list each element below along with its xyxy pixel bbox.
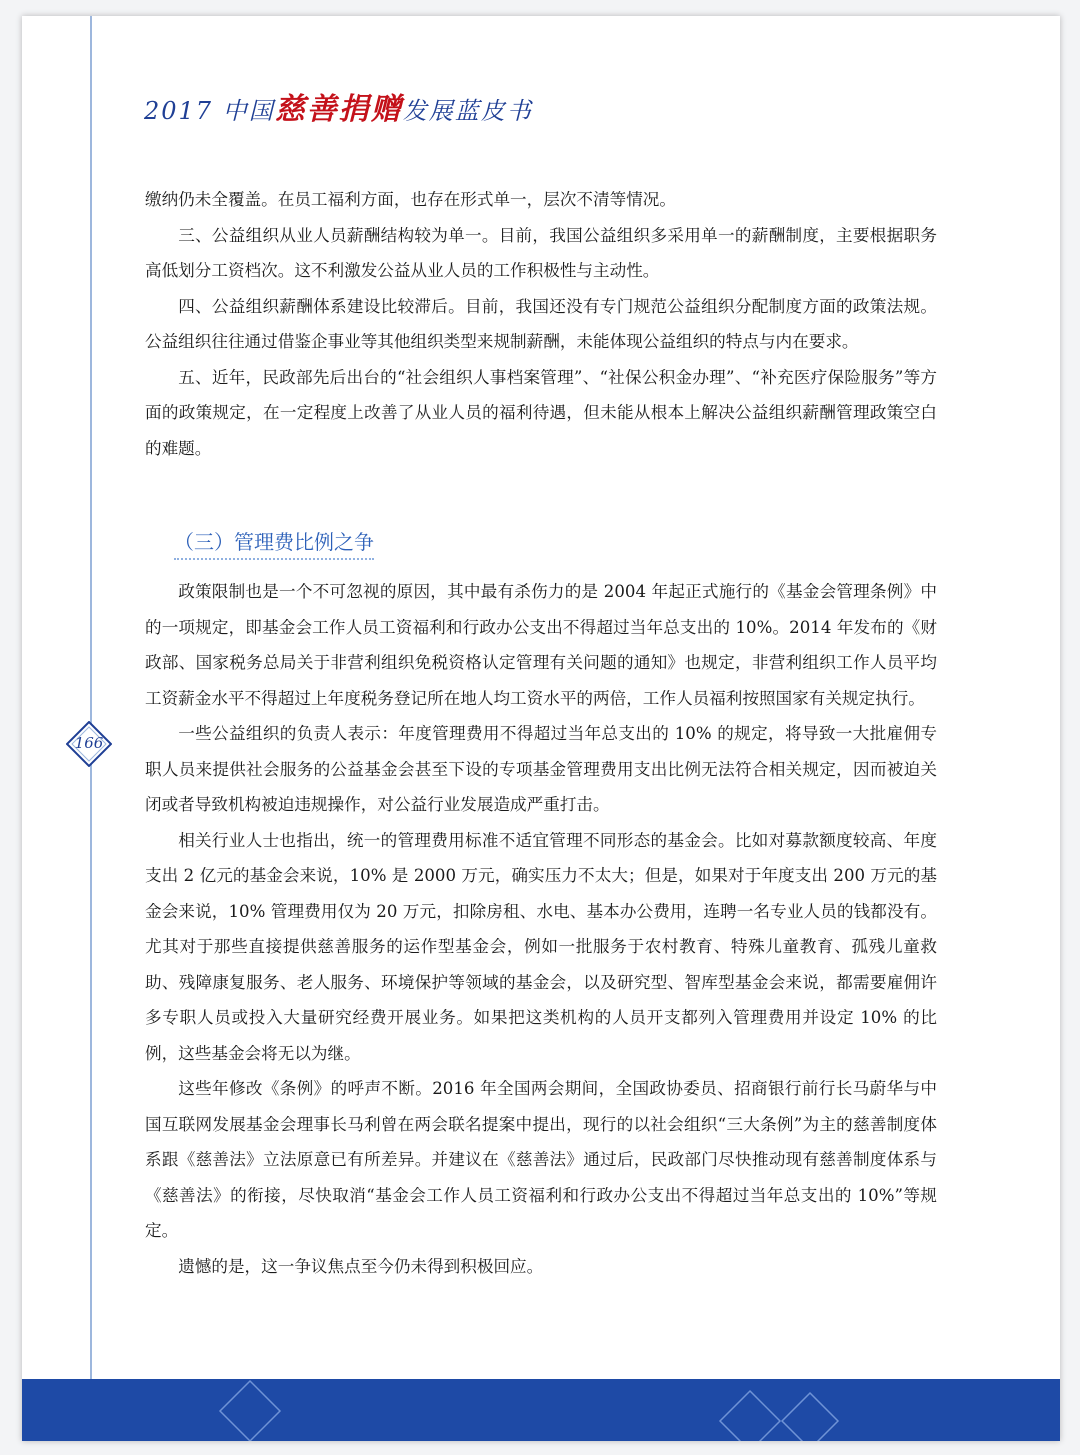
paragraph: 这些年修改《条例》的呼声不断。2016 年全国两会期间，全国政协委员、招商银行前行长马蔚华与中国互联网发展基金会理事长马利曾在两会联名提案中提出，现行的以社会组织“三大条例”为主的慈善制度体系跟《慈善法》立法原意已有所差异。并建议在《慈善法》通过后，民政部门尽快推动现有慈善制度体系与《慈善法》的衔接，尽快取消“基金会工作人员工资福利和行政办公支出不得超过当年总支出的 10%”等规定。 (145, 1079, 937, 1240)
header-part2: 发展蓝皮书 (402, 97, 533, 125)
margin-rule (90, 16, 92, 1381)
footer-band (22, 1379, 1060, 1441)
header-accent: 慈善捐赠 (274, 92, 403, 127)
page-number: 166 (74, 734, 104, 752)
paragraph: 五、近年，民政部先后出台的“社会组织人事档案管理”、“社保公积金办理”、“补充医疗保险服务”等方面的政策规定，在一定程度上改善了从业人员的福利待遇，但未能从根本上解决公益组织薪酬管理政策空白的难题。 (145, 367, 937, 458)
header-part1: 中国 (222, 97, 275, 125)
paragraph: 三、公益组织从业人员薪酬结构较为单一。目前，我国公益组织多采用单一的薪酬制度，主要根据职务高低划分工资档次。这不利激发公益从业人员的工作积极性与主动性。 (145, 225, 937, 280)
paragraph: 相关行业人士也指出，统一的管理费用标准不适宜管理不同形态的基金会。比如对募款额度较高、年度支出 2 亿元的基金会来说，10% 是 2000 万元，确实压力不太大；但是，如果对于年度支出 200 万元的基金会来说，10% 管理费用仅为 20 万元，扣除房租、水电、基本办公费用，连聘一名专业人员的钱都没有。尤其对于那些直接提供慈善服务的运作型基金会，例如一批服务于农村教育、特殊儿童教育、孤残儿童救助、残障康复服务、老人服务、环境保护等领域的基金会，以及研究型、智库型基金会来说，都需要雇佣许多专职人员或投入大量研究经费开展业务。如果把这类机构的人员开支都列入管理费用并设定 10% 的比例，这些基金会将无以为继。 (145, 830, 937, 1063)
paragraph: 遗憾的是，这一争议焦点至今仍未得到积极回应。 (178, 1256, 544, 1276)
body-text-bottom (145, 574, 937, 1284)
paragraph: 政策限制也是一个不可忽视的原因，其中最有杀伤力的是 2004 年起正式施行的《基金会管理条例》中的一项规定，即基金会工作人员工资福利和行政办公支出不得超过当年总支出的 10%。2014 年发布的《财政部、国家税务总局关于非营利组织免税资格认定管理有关问题的通知》也规定，非营利组织工作人员平均工资薪金水平不得超过上年度税务登记所在地人均工资水平的两倍，工作人员福利按照国家有关规定执行。 (145, 582, 937, 708)
section-heading: （三）管理费比例之争 (174, 526, 374, 560)
paragraph: 缴纳仍未全覆盖。在员工福利方面，也存在形式单一，层次不清等情况。 (145, 190, 676, 209)
header-year: 2017 (144, 97, 214, 125)
paragraph: 一些公益组织的负责人表示：年度管理费用不得超过当年总支出的 10% 的规定，将导致一大批雇佣专职人员来提供社会服务的公益基金会甚至下设的专项基金管理费用支出比例无法符合相关规定，因而被迫关闭或者导致机构被迫违规操作，对公益行业发展造成严重打击。 (145, 724, 937, 814)
book-title-header (144, 84, 533, 128)
body-text-top (145, 182, 937, 466)
document-page (22, 16, 1060, 1441)
footer-diamond-pattern (22, 1379, 1060, 1441)
paragraph: 四、公益组织薪酬体系建设比较滞后。目前，我国还没有专门规范公益组织分配制度方面的政策法规。公益组织往往通过借鉴企事业等其他组织类型来规制薪酬，未能体现公益组织的特点与内在要求。 (145, 296, 937, 351)
